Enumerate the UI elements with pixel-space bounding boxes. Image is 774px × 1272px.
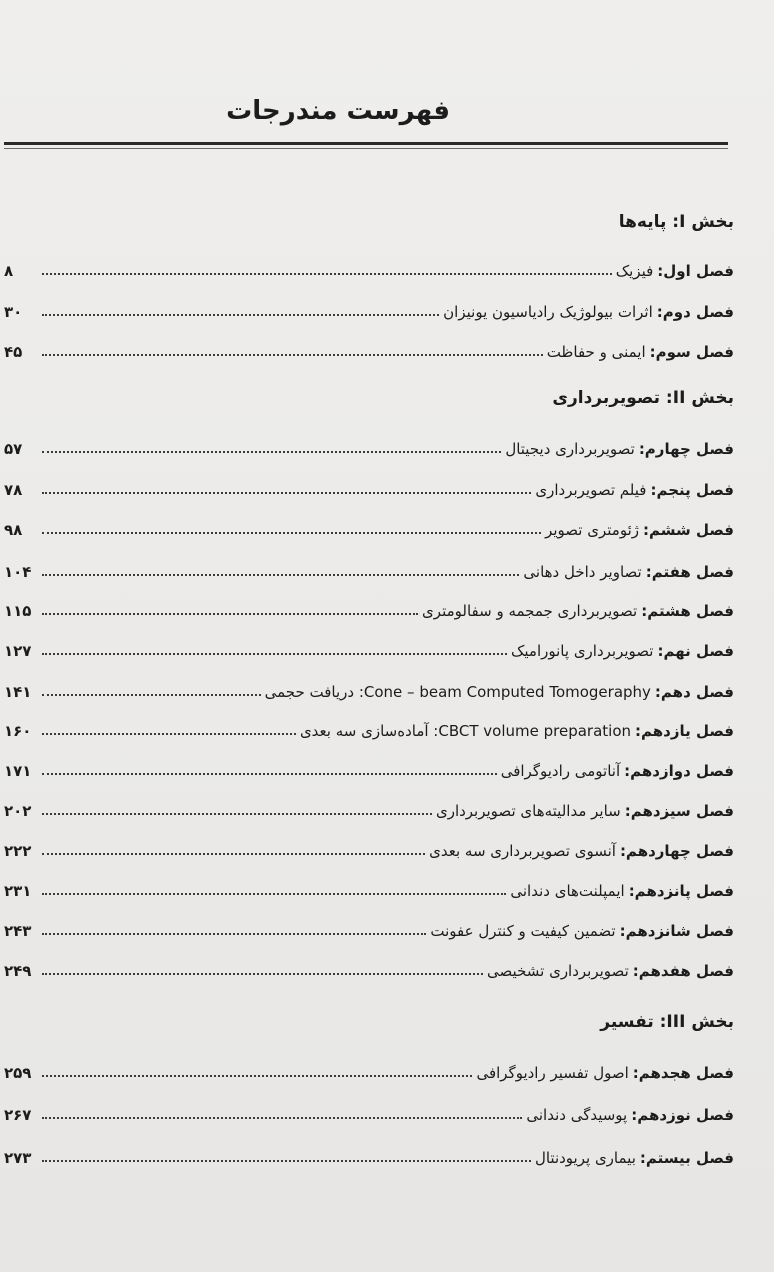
- chapter-title: ایمنی و حفاظت: [546, 343, 646, 361]
- dot-leader: [42, 653, 507, 655]
- toc-entry[interactable]: [4, 557, 734, 581]
- title-rule-thin: [4, 148, 728, 149]
- chapter-title: بیماری پریودنتال: [534, 1149, 636, 1167]
- chapter-title: فیلم تصویربرداری: [535, 481, 647, 499]
- chapter-title: آنسوی تصویربرداری سه بعدی: [429, 842, 616, 860]
- section-heading: بخش II: تصویربرداری: [552, 388, 734, 408]
- chapter-label: فصل یازدهم:: [635, 722, 734, 740]
- chapter-title: Cone – beam Computed Tomogeraphy: دریافت حجمی: [264, 683, 651, 701]
- toc-entry[interactable]: [4, 716, 734, 740]
- dot-leader: [42, 933, 426, 935]
- chapter-label: فصل هفتم:: [645, 563, 734, 581]
- chapter-title: تصویربرداری پانورامیک: [510, 642, 654, 660]
- chapter-label: فصل هجدهم:: [632, 1064, 734, 1082]
- dot-leader: [42, 1075, 472, 1077]
- dot-leader: [42, 492, 531, 494]
- chapter-title: CBCT volume preparation: آماده‌سازی سه بعدی: [299, 722, 632, 740]
- dot-leader: [42, 853, 425, 855]
- chapter-label: فصل چهارم:: [638, 440, 734, 458]
- dot-leader: [42, 314, 439, 316]
- dot-leader: [42, 733, 296, 735]
- dot-leader: [42, 1160, 531, 1162]
- chapter-title: پوسیدگی دندانی: [526, 1106, 628, 1124]
- chapter-label: فصل بیستم:: [639, 1149, 734, 1167]
- chapter-label: فصل پانزدهم:: [628, 882, 734, 900]
- page-number: ۱۶۰: [4, 722, 32, 740]
- toc-entry[interactable]: [4, 1100, 734, 1124]
- chapter-title: تصویربرداری دیجیتال: [505, 440, 635, 458]
- chapter-label: فصل اول:: [657, 262, 734, 280]
- chapter-title: سایر مدالیته‌های تصویربرداری: [435, 802, 621, 820]
- page-number: ۱۴۱: [4, 683, 32, 701]
- page-title: فهرست مندرجات: [226, 96, 450, 126]
- chapter-title: تصویربرداری تشخیصی: [487, 962, 629, 980]
- toc-entry[interactable]: [4, 956, 734, 980]
- page-number: ۲۲۲: [4, 842, 32, 860]
- chapter-label: فصل هشتم:: [641, 602, 734, 620]
- page-number: ۲۵۹: [4, 1064, 32, 1082]
- chapter-title: ایمپلنت‌های دندانی: [510, 882, 625, 900]
- toc-entry[interactable]: [4, 434, 734, 458]
- dot-leader: [42, 273, 612, 275]
- page-number: ۸: [4, 262, 14, 280]
- dot-leader: [42, 813, 432, 815]
- toc-entry[interactable]: [4, 836, 734, 860]
- page-number: ۷۸: [4, 481, 23, 499]
- chapter-label: فصل نهم:: [657, 642, 734, 660]
- toc-entry[interactable]: [4, 515, 734, 539]
- toc-entry[interactable]: [4, 876, 734, 900]
- chapter-title: اثرات بیولوژیک رادیاسیون یونیزان: [443, 303, 653, 321]
- chapter-title: تضمین کیفیت و کنترل عفونت: [430, 922, 616, 940]
- page-number: ۲۷۳: [4, 1149, 32, 1167]
- chapter-label: فصل نوزدهم:: [631, 1106, 734, 1124]
- toc-entry[interactable]: [4, 475, 734, 499]
- chapter-label: فصل دوم:: [656, 303, 734, 321]
- chapter-label: فصل پنجم:: [650, 481, 734, 499]
- chapter-label: فصل چهاردهم:: [619, 842, 734, 860]
- chapter-label: فصل شانزدهم:: [619, 922, 734, 940]
- page-number: ۲۴۹: [4, 962, 32, 980]
- toc-entry[interactable]: [4, 796, 734, 820]
- dot-leader: [42, 773, 497, 775]
- page-number: ۱۱۵: [4, 602, 32, 620]
- chapter-label: فصل دوازدهم:: [624, 762, 734, 780]
- title-rule: [4, 142, 728, 145]
- chapter-label: فصل سوم:: [649, 343, 734, 361]
- toc-entry[interactable]: [4, 596, 734, 620]
- chapter-label: فصل سیزدهم:: [624, 802, 734, 820]
- toc-entry[interactable]: [4, 256, 734, 280]
- chapter-label: فصل دهم:: [654, 683, 734, 701]
- dot-leader: [42, 354, 543, 356]
- dot-leader: [42, 973, 483, 975]
- toc-entry[interactable]: [4, 756, 734, 780]
- chapter-title: اصول تفسیر رادیوگرافی: [476, 1064, 629, 1082]
- section-heading: بخش I: پایه‌ها: [618, 212, 734, 232]
- dot-leader: [42, 1117, 522, 1119]
- dot-leader: [42, 893, 506, 895]
- toc-entry[interactable]: [4, 916, 734, 940]
- dot-leader: [42, 694, 261, 696]
- page-number: ۱۲۷: [4, 642, 32, 660]
- page-number: ۹۸: [4, 521, 23, 539]
- toc-entry[interactable]: [4, 1058, 734, 1082]
- chapter-title: فیزیک: [615, 262, 654, 280]
- chapter-title: ژئومتری تصویر: [545, 521, 639, 539]
- page-number: ۳۰: [4, 303, 23, 321]
- page-number: ۲۳۱: [4, 882, 32, 900]
- chapter-title: آناتومی رادیوگرافی: [500, 762, 621, 780]
- toc-entry[interactable]: [4, 297, 734, 321]
- page-number: ۵۷: [4, 440, 23, 458]
- toc-entry[interactable]: [4, 636, 734, 660]
- dot-leader: [42, 532, 541, 534]
- page-number: ۱۰۴: [4, 563, 32, 581]
- page-number: ۲۰۲: [4, 802, 32, 820]
- toc-entry[interactable]: [4, 1143, 734, 1167]
- section-heading: بخش III: تفسیر: [600, 1012, 734, 1032]
- toc-entry[interactable]: [4, 337, 734, 361]
- chapter-title: تصویربرداری جمجمه و سفالومتری: [422, 602, 638, 620]
- page-number: ۲۴۳: [4, 922, 32, 940]
- page-number: ۲۶۷: [4, 1106, 32, 1124]
- chapter-label: فصل ششم:: [643, 521, 734, 539]
- dot-leader: [42, 613, 418, 615]
- dot-leader: [42, 451, 501, 453]
- title-row: [0, 96, 728, 140]
- page-number: ۴۵: [4, 343, 23, 361]
- toc-entry[interactable]: [4, 677, 734, 701]
- page-number: ۱۷۱: [4, 762, 32, 780]
- chapter-title: تصاویر داخل دهانی: [523, 563, 642, 581]
- chapter-label: فصل هفدهم:: [632, 962, 734, 980]
- dot-leader: [42, 574, 519, 576]
